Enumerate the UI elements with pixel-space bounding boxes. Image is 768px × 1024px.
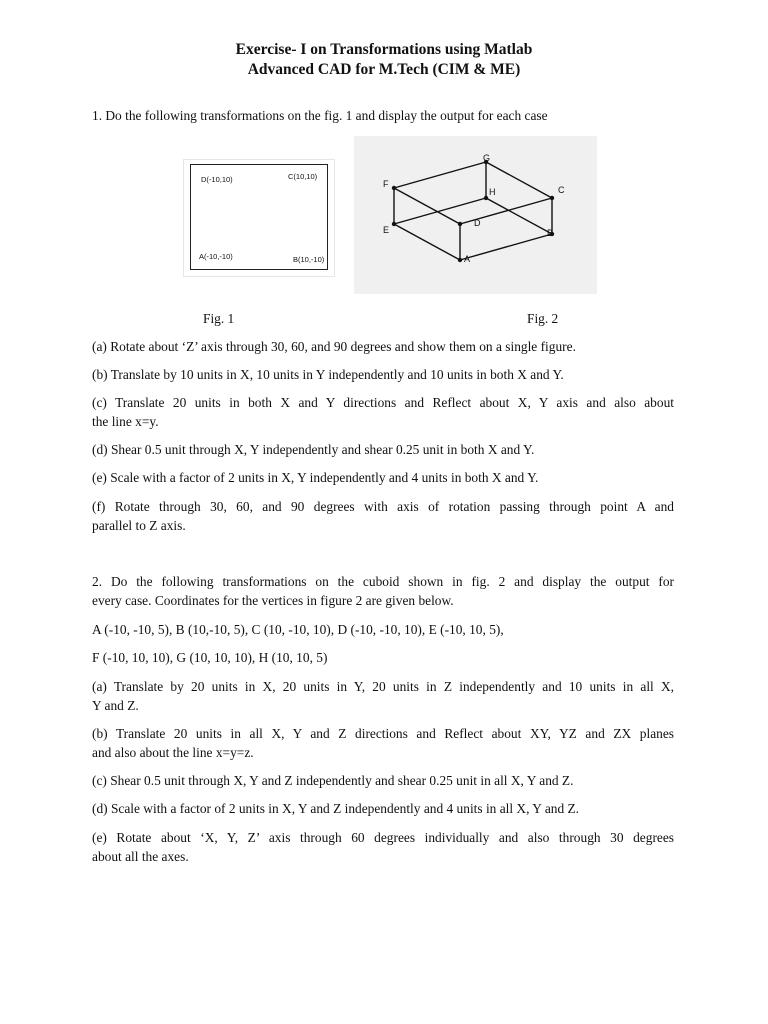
q1-item-a: (a) Rotate about ‘Z’ axis through 30, 60, and 90 degrees and show them on a single figure. <box>92 339 576 354</box>
q2-item-a-line2: Y and Z. <box>92 698 139 713</box>
figure-2-caption: Fig. 2 <box>527 311 559 326</box>
question-2-intro-line1: 2. Do the following transformations on the cuboid shown in fig. 2 and display the output for <box>92 574 674 589</box>
q2-coords-line2: F (-10, 10, 10), G (10, 10, 10), H (10, 10, 5) <box>92 650 328 665</box>
q2-coords-line1: A (-10, -10, 5), B (10,-10, 5), C (10, -10, 10), D (-10, -10, 10), E (-10, 10, 5), <box>92 622 504 637</box>
q2-item-e-line1: (e) Rotate about ‘X, Y, Z’ axis through 60 degrees individually and also through 30 degrees <box>92 830 674 845</box>
vertex-label-c: C(10,10) <box>288 172 318 181</box>
question-1-intro: 1. Do the following transformations on the fig. 1 and display the output for each case <box>92 108 548 123</box>
q2-item-c: (c) Shear 0.5 unit through X, Y and Z independently and shear 0.25 unit in all X, Y and Z. <box>92 773 574 788</box>
vertex-label-b: B <box>547 228 554 238</box>
q1-item-e: (e) Scale with a factor of 2 units in X, Y independently and 4 units in both X and Y. <box>92 470 539 485</box>
vertex-label-d: D(-10,10) <box>201 175 233 184</box>
vertex-label-d: D <box>474 218 481 228</box>
q2-item-b-line2: and also about the line x=y=z. <box>92 745 254 760</box>
vertex-label-a: A(-10,-10) <box>199 252 233 261</box>
figure-1-square <box>183 159 335 277</box>
cuboid-drawing <box>354 136 597 294</box>
vertex-label-e: E <box>383 225 390 235</box>
q1-item-d: (d) Shear 0.5 unit through X, Y independently and shear 0.25 unit in both X and Y. <box>92 442 535 457</box>
page-title: Exercise- I on Transformations using Matlab <box>235 41 533 58</box>
vertex-label-a: A <box>464 254 471 264</box>
vertex-label-g: G <box>483 153 491 163</box>
vertex-label-f: F <box>383 179 389 189</box>
page-subtitle: Advanced CAD for M.Tech (CIM & ME) <box>247 61 521 78</box>
q1-item-f-line2: parallel to Z axis. <box>92 518 186 533</box>
vertex-label-c: C <box>558 185 565 195</box>
figure-1-caption: Fig. 1 <box>203 311 235 326</box>
vertex-label-b: B(10,-10) <box>293 255 325 264</box>
q1-item-c-line1: (c) Translate 20 units in both X and Y directions and Reflect about X, Y axis and also about <box>92 395 674 410</box>
q1-item-c-line2: the line x=y. <box>92 414 159 429</box>
q2-item-a-line1: (a) Translate by 20 units in X, 20 units in Y, 20 units in Z independently and 10 units in all X, <box>92 679 674 694</box>
q1-item-f-line1: (f) Rotate through 30, 60, and 90 degrees with axis of rotation passing through point A and <box>92 499 674 514</box>
q2-item-d: (d) Scale with a factor of 2 units in X, Y and Z independently and 4 units in all X, Y and Z. <box>92 801 580 816</box>
question-2-intro-line2: every case. Coordinates for the vertices in figure 2 are given below. <box>92 593 454 608</box>
vertex-label-h: H <box>489 187 496 197</box>
q1-item-b: (b) Translate by 10 units in X, 10 units in Y independently and 10 units in both X and Y. <box>92 367 564 382</box>
q2-item-e-line2: about all the axes. <box>92 849 189 864</box>
figure-2-cuboid <box>354 136 597 294</box>
q2-item-b-line1: (b) Translate 20 units in all X, Y and Z directions and Reflect about XY, YZ and ZX planes <box>92 726 674 741</box>
